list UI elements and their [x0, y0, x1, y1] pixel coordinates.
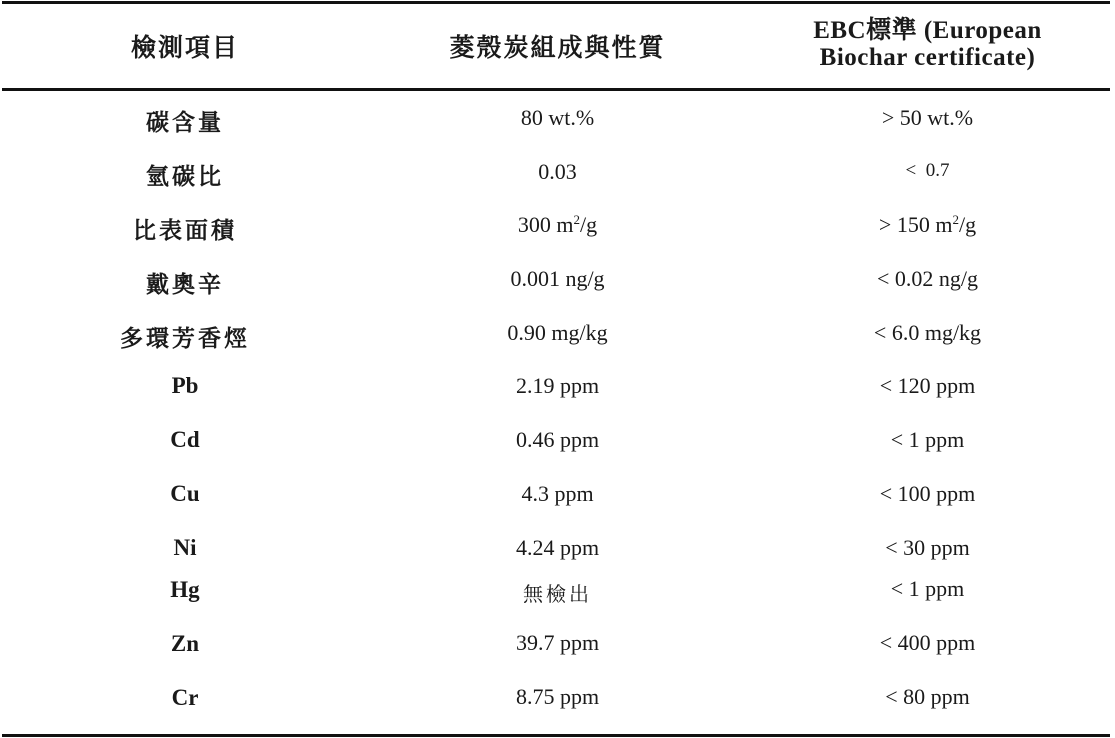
row-standard: < 6.0 mg/kg	[873, 320, 982, 345]
row-standard: < 400 ppm	[879, 630, 976, 655]
std-main: > 150 m	[878, 212, 953, 237]
row-value: 4.24 ppm	[515, 535, 600, 560]
row-value: 0.46 ppm	[515, 427, 600, 452]
row-value: 2.19 ppm	[515, 373, 600, 398]
top-rule	[2, 1, 1110, 4]
header-ebc-standard	[780, 17, 1075, 71]
header-ebc-line1: EBC標準 (European	[813, 17, 1042, 44]
row-item: Hg	[170, 577, 200, 602]
row-value: 39.7 ppm	[515, 630, 600, 655]
row-value: 8.75 ppm	[515, 684, 600, 709]
row-value	[430, 212, 685, 238]
bottom-rule	[2, 734, 1110, 737]
row-value: 無檢出	[523, 584, 592, 606]
header-item: 檢測項目	[130, 35, 239, 62]
row-item: Pb	[171, 373, 199, 398]
row-item: Cu	[170, 481, 200, 506]
value-superscript: 2	[573, 212, 580, 227]
value-tail: /g	[580, 212, 598, 237]
row-item: 戴奧辛	[146, 272, 224, 297]
row-standard: < 1 ppm	[890, 576, 965, 601]
row-standard: < 100 ppm	[879, 481, 976, 506]
row-standard: < 120 ppm	[879, 373, 976, 398]
row-standard: < 30 ppm	[885, 535, 970, 560]
row-standard: < 80 ppm	[885, 684, 970, 709]
row-standard: > 50 wt.%	[881, 105, 974, 130]
header-rule	[2, 88, 1110, 91]
row-item: 氫碳比	[146, 164, 224, 189]
row-item: Cd	[170, 427, 200, 452]
row-value: 0.03	[538, 159, 577, 184]
row-value: 0.001 ng/g	[510, 266, 605, 291]
row-item: Ni	[173, 535, 197, 560]
row-standard: < 0.02 ng/g	[876, 266, 979, 291]
row-standard: < 0.7	[905, 160, 950, 181]
row-item: Zn	[170, 631, 200, 656]
row-value: 0.90 mg/kg	[507, 320, 608, 345]
std-superscript: 2	[952, 212, 959, 227]
std-tail: /g	[958, 212, 977, 237]
header-composition: 菱殼炭組成與性質	[449, 35, 666, 62]
value-main: 300 m	[517, 212, 574, 237]
row-value: 80 wt.%	[520, 105, 595, 130]
row-item: 比表面積	[133, 218, 237, 243]
row-item: Cr	[171, 685, 199, 710]
row-value: 4.3 ppm	[521, 481, 594, 506]
row-item: 多環芳香烴	[120, 326, 250, 351]
header-ebc-line2: Biochar certificate)	[819, 44, 1036, 71]
row-standard	[780, 212, 1075, 238]
row-item: 碳含量	[146, 110, 224, 135]
row-standard: < 1 ppm	[890, 427, 965, 452]
